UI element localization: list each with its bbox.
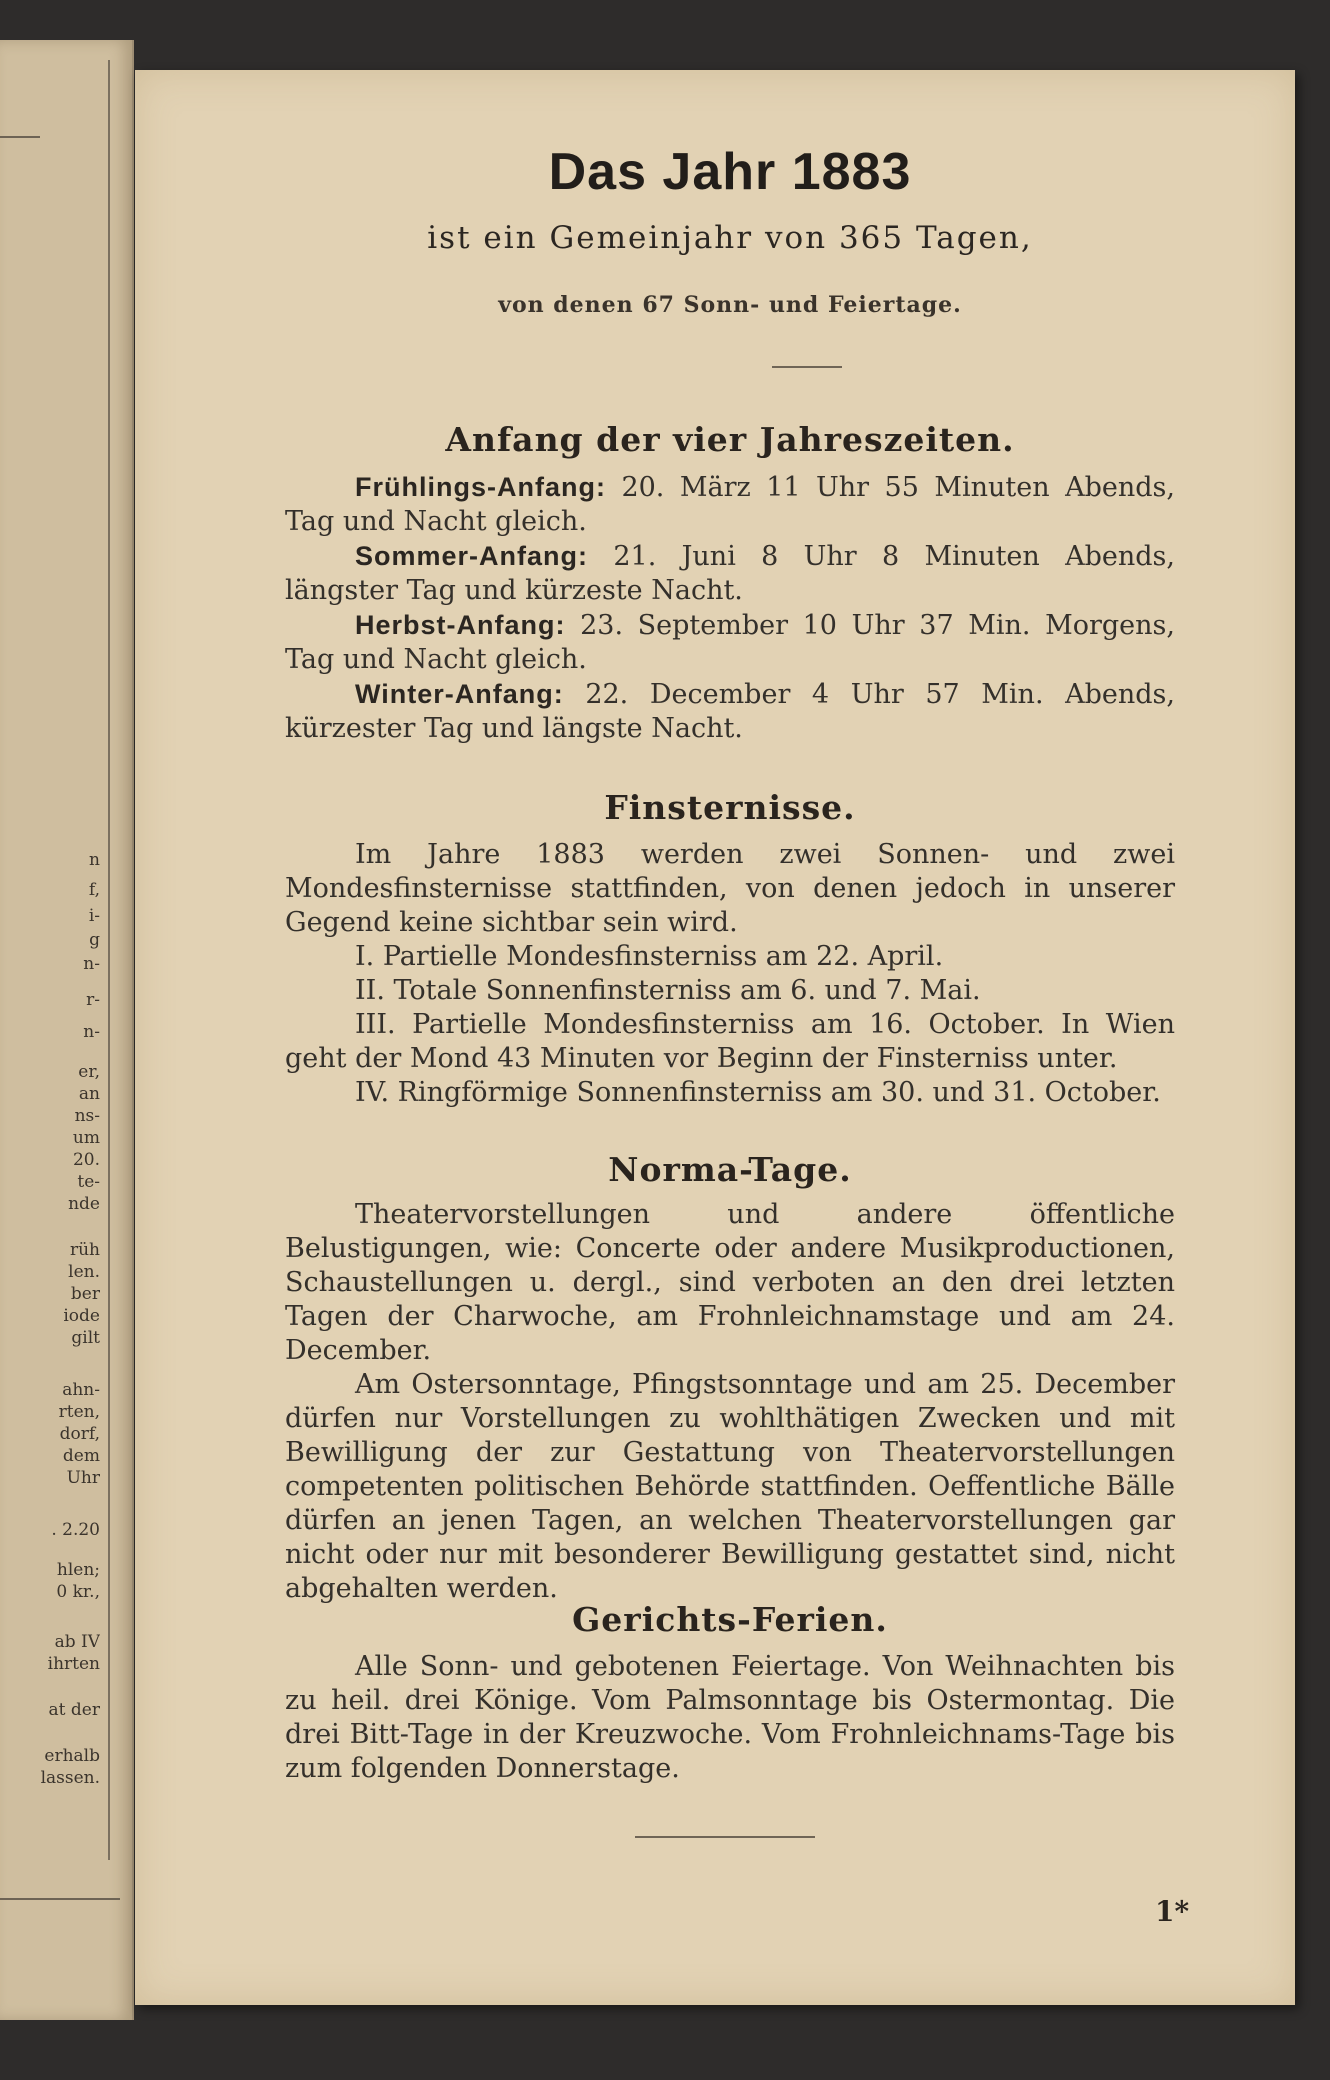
- spring-text: 20. März 11 Uhr 55 Minuten Abends, Tag und Nacht gleich.: [285, 472, 1175, 537]
- left-page-fragment: . 2.20: [51, 1520, 100, 1540]
- autumn-text: 23. September 10 Uhr 37 Min. Morgens, Tag und Nacht gleich.: [285, 610, 1175, 675]
- left-page-fragment: 20.: [72, 1150, 100, 1170]
- left-page-fragment: f,: [88, 880, 100, 900]
- court-holidays-text: Alle Sonn- und gebotenen Feiertage. Von Weihnachten bis zu heil. drei Könige. Vom Palmsonntage bis Ostermontag. Die drei Bitt-Tage in der Kreuzwoche. Vom Frohnleichnams-Tage bis zum folgenden Donnerstage.: [285, 1651, 1175, 1784]
- bottom-divider: [635, 1836, 815, 1838]
- court-holidays-section: [285, 1650, 1175, 1786]
- left-page-fragment: dem: [62, 1446, 100, 1466]
- left-page-fragment: at der: [48, 1700, 100, 1720]
- left-page-rule: [0, 136, 40, 138]
- seasons-section: [285, 470, 1175, 746]
- spring-label: Frühlings-Anfang:: [355, 472, 606, 502]
- left-page-fragment: i-: [88, 906, 100, 926]
- winter-label: Winter-Anfang:: [355, 679, 564, 709]
- left-page-fragment: ns-: [74, 1106, 100, 1126]
- left-page-fragment: Uhr: [66, 1468, 100, 1488]
- norma-heading: Norma-Tage.: [608, 1150, 852, 1189]
- summer-text: 21. Juni 8 Uhr 8 Minuten Abends, längster Tag und kürzeste Nacht.: [285, 541, 1175, 606]
- left-page-fragment: ber: [70, 1284, 100, 1304]
- seasons-heading: Anfang der vier Jahreszeiten.: [445, 420, 1015, 459]
- left-page-fragment: an: [78, 1084, 100, 1104]
- left-page-fragment: gilt: [71, 1328, 100, 1348]
- eclipse-item: IV. Ringförmige Sonnenfinsterniss am 30. und 31. October.: [355, 1077, 1161, 1108]
- left-page-fragment: len.: [68, 1262, 100, 1282]
- winter-text: 22. December 4 Uhr 57 Min. Abends, kürzester Tag und längste Nacht.: [285, 679, 1175, 744]
- left-page-fragment: ahn-: [62, 1380, 100, 1400]
- page-title: Das Jahr 1883: [548, 143, 912, 201]
- norma-paragraph-2: Am Ostersonntage, Pfingstsonntage und am 25. December dürfen nur Vorstellungen zu wohlthätigen Zwecken und mit Bewilligung der zur Gestattung von Theatervorstellungen competenten politischen Behörde stattfinden. Oeffentliche Bälle dürfen an jenen Tagen, an welchen Theatervorstellungen gar nicht oder nur mit besonderer Bewilligung gestattet sind, nicht abgehalten werden.: [285, 1369, 1175, 1604]
- left-page-fragment: hlen;: [56, 1560, 100, 1580]
- left-page-fragment: n-: [83, 1022, 100, 1042]
- eclipse-item: I. Partielle Mondesfinsterniss am 22. April.: [355, 941, 944, 972]
- left-page-border: [108, 60, 110, 1860]
- left-page-fragment: rten,: [58, 1402, 100, 1422]
- left-page-fragment: erhalb: [44, 1746, 100, 1766]
- autumn-label: Herbst-Anfang:: [355, 610, 566, 640]
- left-page-fragment: ab IV: [54, 1632, 100, 1652]
- left-page-fragment: dorf,: [59, 1424, 100, 1444]
- holiday-count: von denen 67 Sonn- und Feiertage.: [498, 292, 962, 318]
- eclipses-intro: Im Jahre 1883 werden zwei Sonnen- und zwei Mondesfinsternisse stattfinden, von denen jedoch in unserer Gegend keine sichtbar sein wird.: [285, 839, 1175, 938]
- eclipses-heading: Finsternisse.: [604, 788, 856, 827]
- page-subtitle: ist ein Gemeinjahr von 365 Tagen,: [427, 220, 1033, 256]
- eclipse-item: II. Totale Sonnenfinsterniss am 6. und 7. Mai.: [355, 975, 981, 1006]
- left-page-fragment: um: [72, 1128, 100, 1148]
- left-page-fragment: ihrten: [47, 1654, 100, 1674]
- eclipse-item: III. Partielle Mondesfinsterniss am 16. October. In Wien geht der Mond 43 Minuten vor Beginn der Finsterniss unter.: [285, 1009, 1175, 1074]
- page-number: 1*: [1155, 1895, 1190, 1928]
- left-page-fragment: rüh: [69, 1240, 100, 1260]
- left-page-fragment: r-: [86, 990, 100, 1010]
- left-page-fragment: 0 kr.,: [56, 1582, 100, 1602]
- left-page-fragment: er,: [78, 1062, 100, 1082]
- norma-paragraph-1: Theatervorstellungen und andere öffentliche Belustigungen, wie: Concerte oder andere Musikproductionen, Schaustellungen u. dergl., sind verboten an den drei letzten Tagen der Charwoche, am Frohnleichnamstage und am 24. December.: [285, 1199, 1175, 1366]
- left-page-fragment: te-: [77, 1172, 100, 1192]
- title-divider: [772, 366, 842, 368]
- almanac-page: [135, 70, 1295, 2005]
- left-page-fragment: n-: [83, 954, 100, 974]
- previous-page: [0, 40, 134, 2020]
- left-page-rule: [0, 1898, 120, 1900]
- norma-section: [285, 1198, 1175, 1606]
- court-holidays-heading: Gerichts-Ferien.: [572, 1600, 888, 1639]
- left-page-fragment: lassen.: [40, 1768, 100, 1788]
- left-page-fragment: g: [89, 930, 100, 950]
- left-page-fragment: iode: [63, 1306, 100, 1326]
- left-page-fragment: n: [89, 850, 100, 870]
- eclipses-section: [285, 838, 1175, 1110]
- summer-label: Sommer-Anfang:: [355, 541, 589, 571]
- left-page-fragment: nde: [68, 1194, 100, 1214]
